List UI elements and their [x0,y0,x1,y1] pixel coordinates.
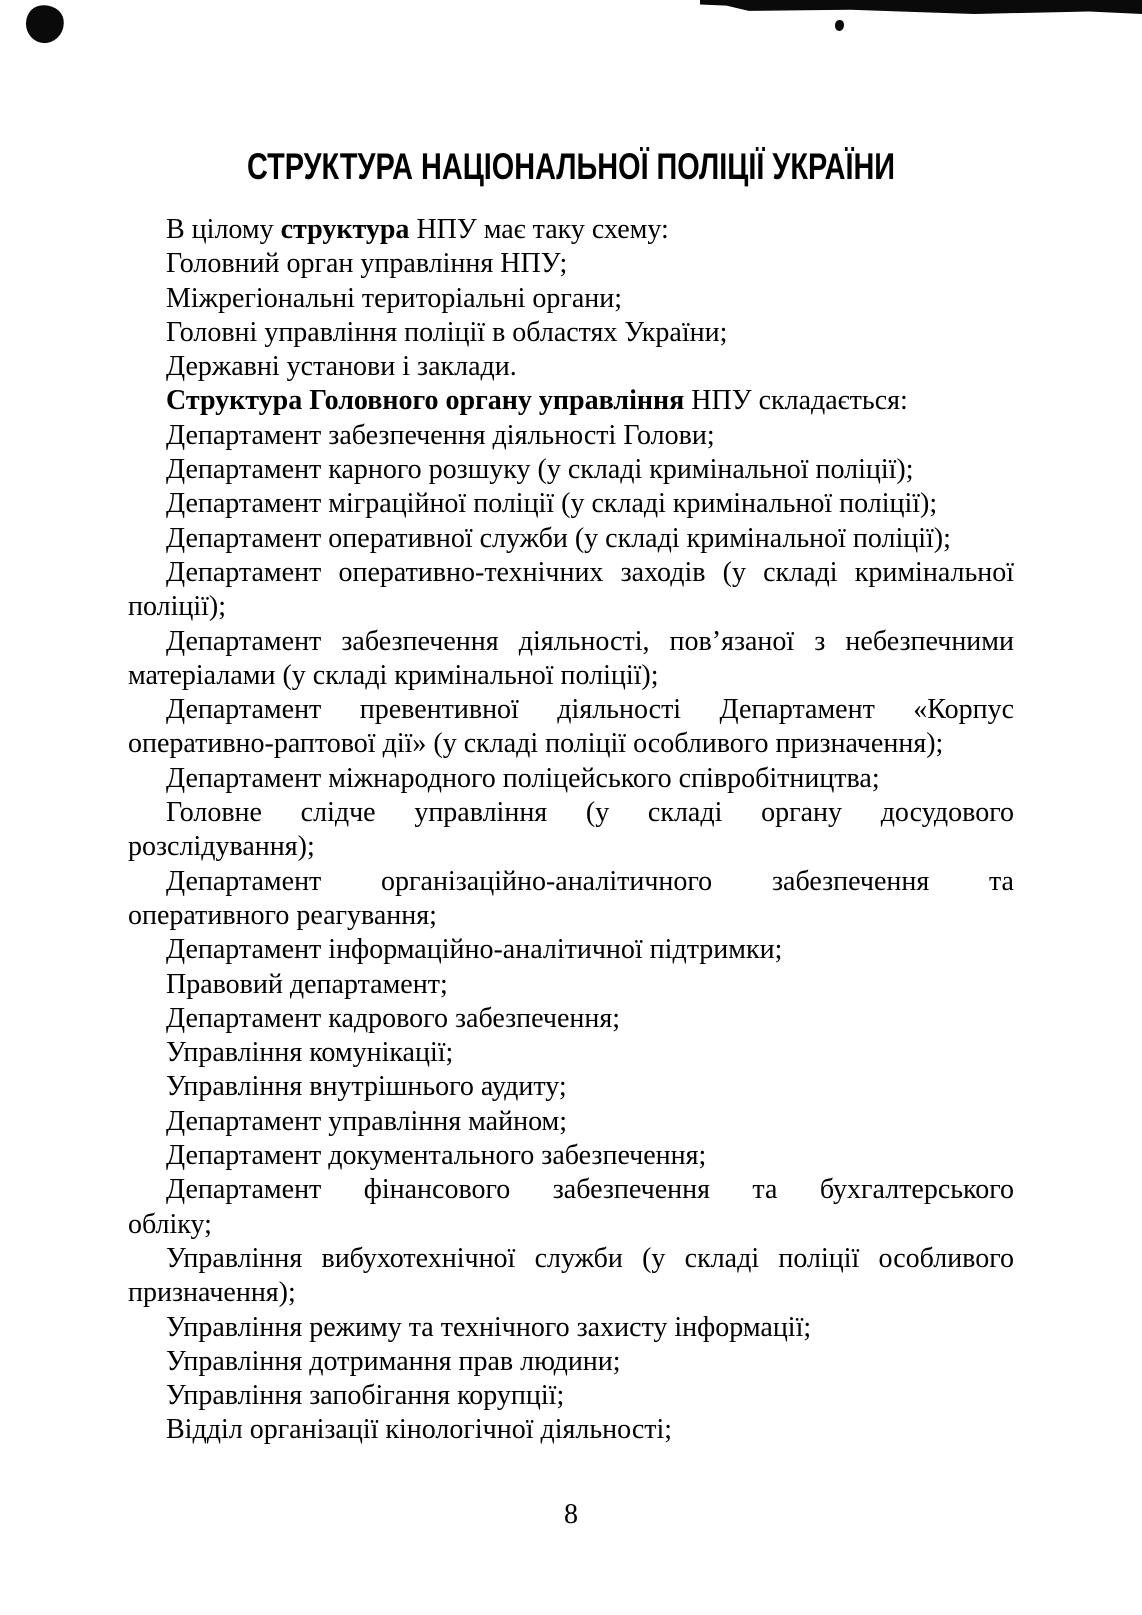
page-title: СТРУКТУРА НАЦІОНАЛЬНОЇ ПОЛІЦІЇ УКРАЇНИ [246,146,896,187]
text-line: Департамент інформаційно-аналітичної підтримки; [166,934,783,966]
text-line: Департамент превентивної діяльності Департамент «Корпус [166,694,1014,726]
text-line: Департамент міграційної поліції (у складі кримінальної поліції); [166,488,938,520]
text-line: Департамент кадрового забезпечення; [166,1002,621,1034]
text-line: Департамент оперативної служби (у складі кримінальної поліції); [166,522,951,554]
scan-artifact-bar [700,0,1142,14]
intro-bold: структура [280,214,410,245]
section-heading-post: НПУ складається: [684,385,908,417]
text-line: Управління режиму та технічного захисту інформації; [166,1311,812,1343]
text-line: Відділ організації кінологічної діяльності; [166,1414,673,1446]
section-heading-bold: Структура Головного органу управління [166,385,685,417]
page-number: 8 [564,1499,578,1530]
text-line: Міжрегіональні територіальні органи; [166,282,623,314]
text-line: Державні установи і заклади. [166,351,517,383]
text-line: Департамент міжнародного поліцейського співробітництва; [166,762,880,794]
text-line: призначення); [128,1277,296,1309]
scan-artifact-speck [835,20,844,31]
text-line: поліції); [128,591,227,623]
text-line: Управління комунікації; [166,1037,454,1069]
text-line: Департамент документального забезпечення; [166,1140,707,1172]
text-line: Департамент організаційно-аналітичного забезпечення та [166,865,1014,897]
text-line: обліку; [128,1208,212,1240]
text-line: Головне слідче управління (у складі органу досудового [166,797,1014,829]
text-line: оперативного реагування; [128,899,437,931]
text-line: Управління внутрішнього аудиту; [166,1071,567,1103]
text-line: оперативно-раптової дії» (у складі поліції особливого призначення); [128,728,944,760]
text-line: Управління дотримання прав людини; [166,1345,621,1377]
text-line: Головні управління поліції в областях України; [166,316,728,348]
text-line: матеріалами (у складі кримінальної поліції); [128,659,659,691]
text-line: Департамент оперативно-технічних заходів (у складі кримінальної [166,556,1014,588]
text-line: Головний орган управління НПУ; [166,248,568,280]
text-line: Департамент управління майном; [166,1105,568,1137]
text-line: Департамент забезпечення діяльності Голови; [166,419,715,451]
intro-post: НПУ має таку схему: [409,214,669,245]
text-line: розслідування); [128,831,315,863]
intro-line [128,213,1014,247]
text-line: Управління запобігання корупції; [166,1380,565,1412]
text-line: Департамент карного розшуку (у складі кримінальної поліції); [166,454,914,486]
text-line: Департамент забезпечення діяльності, пов’язаної з небезпечними [166,625,1014,657]
document-body [128,213,1014,1448]
text-line: Управління вибухотехнічної служби (у складі поліції особливого [166,1242,1014,1274]
intro-pre: В цілому [166,214,281,245]
scan-artifact-blob [23,2,66,45]
section-heading [128,384,1014,418]
text-line: Правовий департамент; [166,968,448,1000]
text-line: Департамент фінансового забезпечення та бухгалтерського [166,1174,1014,1206]
